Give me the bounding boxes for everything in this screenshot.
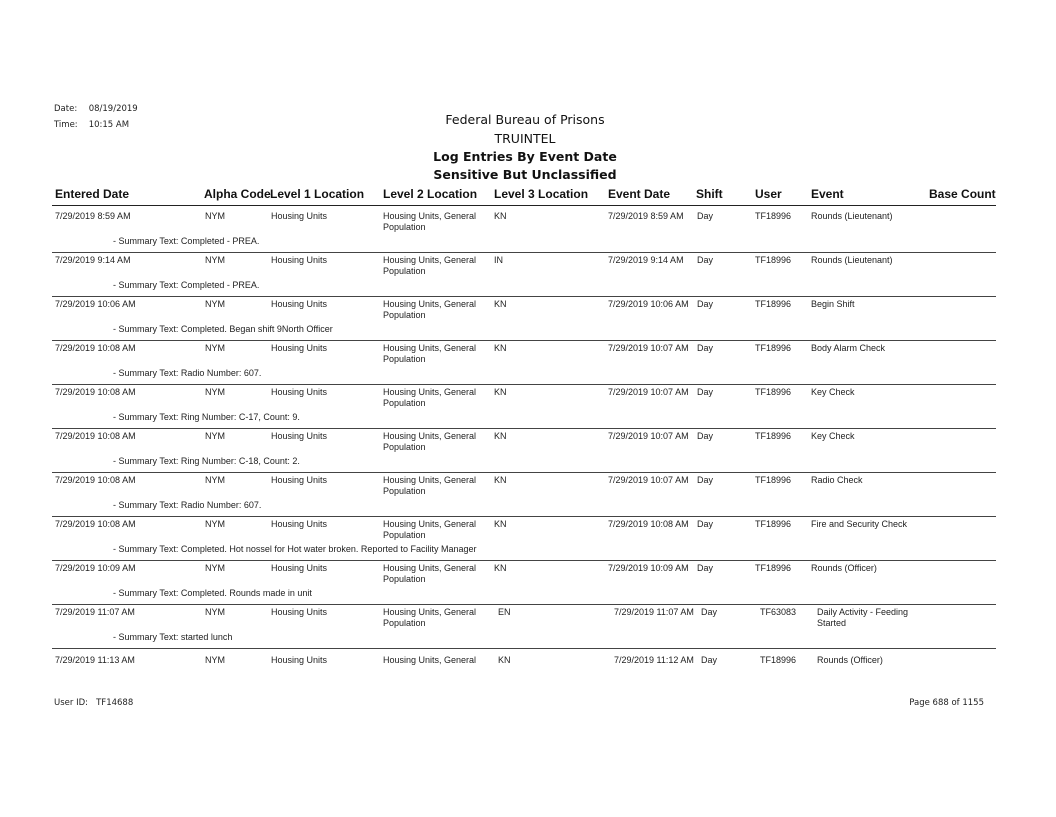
log-entry: [0, 341, 1056, 385]
event-date: 7/29/2019 10:07 AM: [608, 343, 689, 353]
level-2-location: Housing Units, General Population: [383, 475, 477, 496]
user: TF18996: [755, 475, 792, 485]
log-entry: [0, 517, 1056, 561]
summary-text: - Summary Text: Completed. Began shift 9North Officer: [113, 324, 333, 334]
col-shift: Shift: [696, 187, 723, 201]
level-3-location: KN: [494, 343, 507, 353]
level-1-location: Housing Units: [271, 387, 328, 397]
entered-date: 7/29/2019 10:08 AM: [55, 519, 136, 529]
report-date: [54, 104, 138, 114]
shift: Day: [697, 387, 714, 397]
time-value: 10:15 AM: [88, 120, 130, 130]
header-rule: [52, 205, 996, 206]
event-date: 7/29/2019 8:59 AM: [608, 211, 684, 221]
summary-text: - Summary Text: started lunch: [113, 632, 233, 642]
level-1-location: Housing Units: [271, 255, 328, 265]
col-event-date: Event Date: [608, 187, 671, 201]
log-entry: [0, 429, 1056, 473]
event: Rounds (Lieutenant): [811, 255, 893, 265]
col-level-1-location: Level 1 Location: [270, 187, 365, 201]
level-2-location: Housing Units, General Population: [383, 607, 477, 628]
event-date: 7/29/2019 10:09 AM: [608, 563, 689, 573]
event-date: 7/29/2019 10:07 AM: [608, 387, 689, 397]
level-3-location: KN: [498, 655, 511, 665]
user-id-value: TF14688: [96, 698, 134, 708]
col-level-3-location: Level 3 Location: [494, 187, 589, 201]
log-entry: [0, 297, 1056, 341]
user: TF18996: [760, 655, 797, 665]
report-title: Log Entries By Event Date: [433, 149, 617, 164]
time-label: Time:: [54, 120, 78, 130]
user: TF18996: [755, 387, 792, 397]
event: Body Alarm Check: [811, 343, 886, 353]
level-1-location: Housing Units: [271, 431, 328, 441]
event: Begin Shift: [811, 299, 855, 309]
shift: Day: [697, 343, 714, 353]
table-header: [0, 187, 1056, 205]
event: Key Check: [811, 431, 855, 441]
user-id-label: User ID:: [54, 698, 88, 708]
event-date: 7/29/2019 10:06 AM: [608, 299, 689, 309]
level-1-location: Housing Units: [271, 607, 328, 617]
event-date: 7/29/2019 11:12 AM: [614, 655, 694, 665]
user: TF18996: [755, 255, 792, 265]
col-event: Event: [811, 187, 844, 201]
summary-text: - Summary Text: Completed. Hot nossel for Hot water broken. Reported to Facility Manager: [113, 544, 477, 554]
summary-text: - Summary Text: Completed - PREA.: [113, 236, 260, 246]
alpha-code: NYM: [205, 431, 225, 441]
level-2-location: Housing Units, General Population: [383, 299, 477, 320]
event: Daily Activity - Feeding Started: [817, 607, 909, 628]
user: TF18996: [755, 431, 792, 441]
level-1-location: Housing Units: [271, 519, 328, 529]
event-date: 7/29/2019 10:07 AM: [608, 431, 689, 441]
alpha-code: NYM: [205, 255, 225, 265]
alpha-code: NYM: [205, 655, 225, 665]
level-3-location: IN: [494, 255, 503, 265]
col-entered-date: Entered Date: [55, 187, 130, 201]
level-3-location: KN: [494, 299, 507, 309]
log-entry: [0, 561, 1056, 605]
user: TF63083: [760, 607, 797, 617]
level-2-location: Housing Units, General Population: [383, 431, 477, 452]
alpha-code: NYM: [205, 211, 225, 221]
page-number: Page 688 of 1155: [909, 698, 984, 708]
event-date: 7/29/2019 10:08 AM: [608, 519, 689, 529]
level-2-location: Housing Units, General Population: [383, 211, 477, 232]
shift: Day: [701, 655, 718, 665]
event: Rounds (Officer): [817, 655, 883, 665]
log-entry: [0, 473, 1056, 517]
shift: Day: [697, 211, 714, 221]
shift: Day: [697, 475, 714, 485]
user: TF18996: [755, 563, 792, 573]
event: Key Check: [811, 387, 855, 397]
alpha-code: NYM: [205, 519, 225, 529]
entered-date: 7/29/2019 9:14 AM: [55, 255, 131, 265]
shift: Day: [697, 431, 714, 441]
alpha-code: NYM: [205, 343, 225, 353]
log-entry: [0, 653, 1056, 697]
shift: Day: [697, 299, 714, 309]
shift: Day: [701, 607, 718, 617]
event: Radio Check: [811, 475, 863, 485]
user: TF18996: [755, 343, 792, 353]
entered-date: 7/29/2019 11:07 AM: [55, 607, 135, 617]
summary-text: - Summary Text: Radio Number: 607.: [113, 368, 262, 378]
alpha-code: NYM: [205, 299, 225, 309]
entered-date: 7/29/2019 8:59 AM: [55, 211, 131, 221]
entered-date: 7/29/2019 10:08 AM: [55, 387, 136, 397]
level-1-location: Housing Units: [271, 563, 328, 573]
row-rule: [52, 648, 996, 649]
date-label: Date:: [54, 104, 78, 114]
level-1-location: Housing Units: [271, 211, 328, 221]
report-time: [54, 120, 129, 130]
date-value: 08/19/2019: [88, 104, 138, 114]
agency-title: Federal Bureau of Prisons: [445, 112, 605, 127]
entered-date: 7/29/2019 10:06 AM: [55, 299, 136, 309]
event: Rounds (Lieutenant): [811, 211, 893, 221]
entered-date: 7/29/2019 10:08 AM: [55, 431, 136, 441]
log-entry: [0, 605, 1056, 649]
level-3-location: KN: [494, 475, 507, 485]
entered-date: 7/29/2019 10:08 AM: [55, 475, 136, 485]
col-user: User: [755, 187, 782, 201]
level-1-location: Housing Units: [271, 343, 328, 353]
level-3-location: KN: [494, 387, 507, 397]
log-entry: [0, 385, 1056, 429]
alpha-code: NYM: [205, 387, 225, 397]
event-date: 7/29/2019 10:07 AM: [608, 475, 689, 485]
level-3-location: KN: [494, 431, 507, 441]
level-2-location: Housing Units, General Population: [383, 255, 477, 276]
user: TF18996: [755, 299, 792, 309]
level-3-location: EN: [498, 607, 511, 617]
summary-text: - Summary Text: Completed. Rounds made in unit: [113, 588, 312, 598]
level-2-location: Housing Units, General Population: [383, 343, 477, 364]
entered-date: 7/29/2019 10:09 AM: [55, 563, 136, 573]
level-1-location: Housing Units: [271, 655, 328, 665]
summary-text: - Summary Text: Radio Number: 607.: [113, 500, 262, 510]
classification-title: Sensitive But Unclassified: [433, 167, 617, 182]
log-entry: [0, 209, 1056, 253]
col-alpha-code: Alpha Code: [204, 187, 271, 201]
shift: Day: [697, 255, 714, 265]
level-2-location: Housing Units, General Population: [383, 387, 477, 408]
event-date: 7/29/2019 9:14 AM: [608, 255, 684, 265]
shift: Day: [697, 519, 714, 529]
summary-text: - Summary Text: Ring Number: C-18, Count: 2.: [113, 456, 300, 466]
user: TF18996: [755, 519, 792, 529]
shift: Day: [697, 563, 714, 573]
log-entry: [0, 253, 1056, 297]
col-level-2-location: Level 2 Location: [383, 187, 478, 201]
entered-date: 7/29/2019 10:08 AM: [55, 343, 136, 353]
level-2-location: Housing Units, General Population: [383, 519, 477, 540]
alpha-code: NYM: [205, 475, 225, 485]
summary-text: - Summary Text: Completed - PREA.: [113, 280, 260, 290]
level-1-location: Housing Units: [271, 299, 328, 309]
event: Fire and Security Check: [811, 519, 908, 529]
level-2-location: Housing Units, General Population: [383, 563, 477, 584]
event: Rounds (Officer): [811, 563, 877, 573]
level-2-location: Housing Units, General: [383, 655, 477, 665]
entered-date: 7/29/2019 11:13 AM: [55, 655, 135, 665]
col-base-count: Base Count: [929, 187, 996, 201]
alpha-code: NYM: [205, 563, 225, 573]
level-3-location: KN: [494, 563, 507, 573]
system-title: TRUINTEL: [494, 131, 556, 146]
user: TF18996: [755, 211, 792, 221]
level-3-location: KN: [494, 211, 507, 221]
footer-user-id: [54, 698, 133, 708]
alpha-code: NYM: [205, 607, 225, 617]
level-3-location: KN: [494, 519, 507, 529]
event-date: 7/29/2019 11:07 AM: [614, 607, 694, 617]
summary-text: - Summary Text: Ring Number: C-17, Count: 9.: [113, 412, 300, 422]
level-1-location: Housing Units: [271, 475, 328, 485]
